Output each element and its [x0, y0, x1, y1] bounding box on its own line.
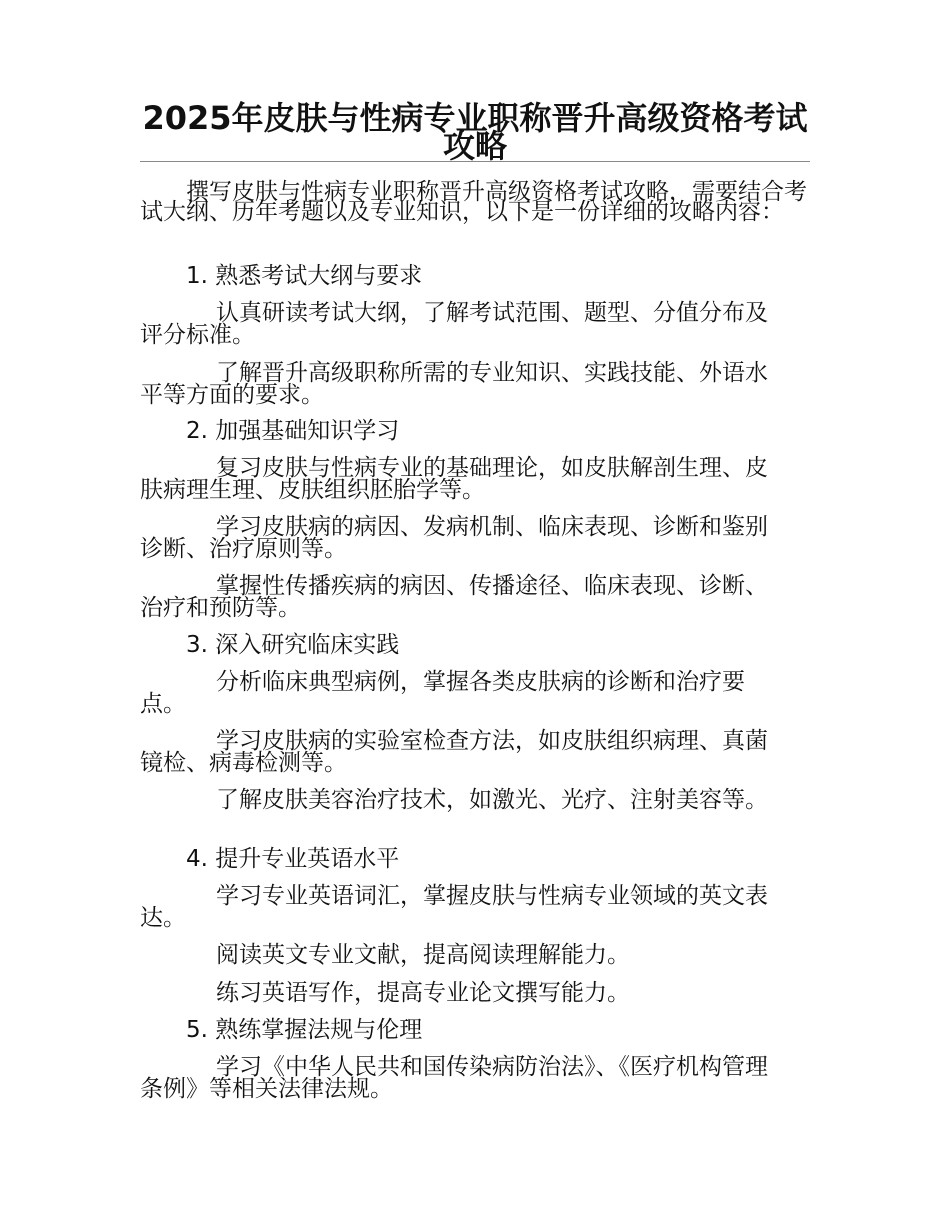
- section-4-paragraph-3: 练习英语写作，提高专业论文撰写能力。: [216, 980, 630, 1006]
- section-1-paragraph-2: 了解晋升高级职称所需的专业知识、实践技能、外语水平等方面的要求。: [140, 360, 768, 408]
- section-5-heading: 5. 熟练掌握法规与伦理: [186, 1017, 423, 1043]
- section-5-paragraph-1: 学习《中华人民共和国传染病防治法》、《医疗机构管理条例》等相关法律法规。: [140, 1054, 768, 1102]
- document-title: 2025年皮肤与性病专业职称晋升高级资格考试攻略: [142, 99, 808, 165]
- section-4-paragraph-1: 学习专业英语词汇，掌握皮肤与性病专业领域的英文表达。: [140, 883, 768, 931]
- section-2-paragraph-3: 掌握性传播疾病的病因、传播途径、临床表现、诊断、治疗和预防等。: [140, 573, 768, 621]
- section-1-heading: 1. 熟悉考试大纲与要求: [186, 263, 423, 289]
- section-4-heading: 4. 提升专业英语水平: [186, 846, 400, 872]
- section-4-paragraph-2: 阅读英文专业文献，提高阅读理解能力。: [216, 942, 630, 968]
- section-2-heading: 2. 加强基础知识学习: [186, 418, 400, 444]
- section-3-paragraph-1: 分析临床典型病例，掌握各类皮肤病的诊断和治疗要点。: [140, 669, 745, 717]
- intro-paragraph: 撰写皮肤与性病专业职称晋升高级资格考试攻略，需要结合考试大纲、历年考题以及专业知识，以下是一份详细的攻略内容：: [140, 179, 807, 225]
- section-2-paragraph-2: 学习皮肤病的病因、发病机制、临床表现、诊断和鉴别诊断、治疗原则等。: [140, 514, 768, 562]
- section-2-paragraph-1: 复习皮肤与性病专业的基础理论，如皮肤解剖生理、皮肤病理生理、皮肤组织胚胎学等。: [140, 455, 768, 503]
- section-3-heading: 3. 深入研究临床实践: [186, 632, 400, 658]
- section-3-paragraph-2: 学习皮肤病的实验室检查方法，如皮肤组织病理、真菌镜检、病毒检测等。: [140, 728, 768, 776]
- section-3-paragraph-3: 了解皮肤美容治疗技术，如激光、光疗、注射美容等。: [216, 787, 768, 813]
- section-1-paragraph-1: 认真研读考试大纲，了解考试范围、题型、分值分布及评分标准。: [140, 300, 768, 348]
- title-underline: [140, 161, 810, 162]
